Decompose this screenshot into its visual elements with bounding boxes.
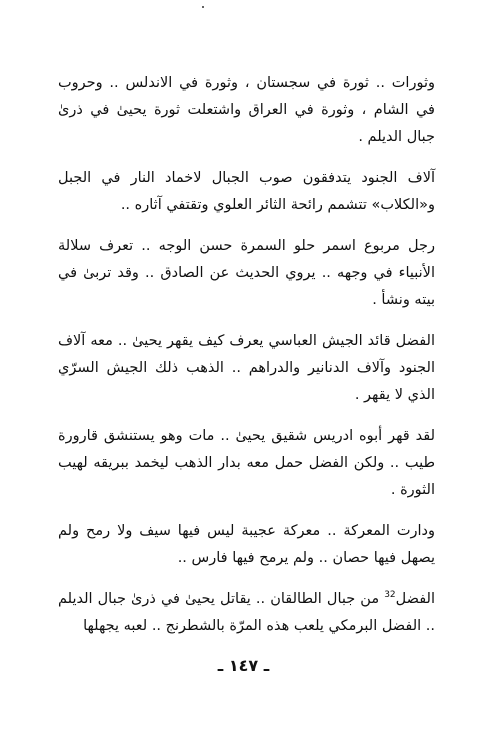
paragraph-7-rest: من جبال الطالقان .. يقاتل يحيىٰ في ذرىٰ جبال الديلم .. الفضل البرمكي يلعب هذه المرّة بالشطرنج .. لعبه يجهلها xyxy=(58,591,435,634)
paragraph-1: وثورات .. ثورة في سجستان ، وثورة في الاندلس .. وحروب في الشام ، وثورة في العراق واشتعلت ثورة يحيىٰ في ذرىٰ جبال الديلم . xyxy=(58,75,435,145)
footnote-marker: 32 xyxy=(384,590,396,601)
paragraph-2: آلاف الجنود يتدفقون صوب الجبال لاخماد النار في الجبل و«الكلاب» تتشمم رائحة الثائر العلوي وتقتفي آثاره .. xyxy=(58,170,435,213)
print-speck xyxy=(202,6,204,8)
paragraph-7 xyxy=(58,586,435,640)
paragraph-3: رجل مربوع اسمر حلو السمرة حسن الوجه .. تعرف سلالة الأنبياء في وجهه .. يروي الحديث عن الصادق .. وقد تربىٰ في بيته ونشأ . xyxy=(58,238,435,308)
paragraph-4: الفضل قائد الجيش العباسي يعرف كيف يقهر يحيىٰ .. معه آلاف الجنود وآلاف الدنانير والدراهم .. الذهب ذلك الجيش السرّي الذي لا يقهر . xyxy=(58,333,435,403)
page-body xyxy=(58,70,435,654)
page-number: ـ ١٤٧ ـ xyxy=(217,656,270,675)
paragraph-5: لقد قهر أبوه ادريس شقيق يحيىٰ .. مات وهو يستنشق قارورة طيب .. ولكن الفضل حمل معه بدار الذهب ليخمد ببريقه لهيب الثورة . xyxy=(58,428,435,498)
paragraph-6: ودارت المعركة .. معركة عجيبة ليس فيها سيف ولا رمح ولم يصهل فيها حصان .. ولم يرمح فيها فارس .. xyxy=(58,523,435,566)
paragraph-7-start: الفضل xyxy=(395,591,435,607)
